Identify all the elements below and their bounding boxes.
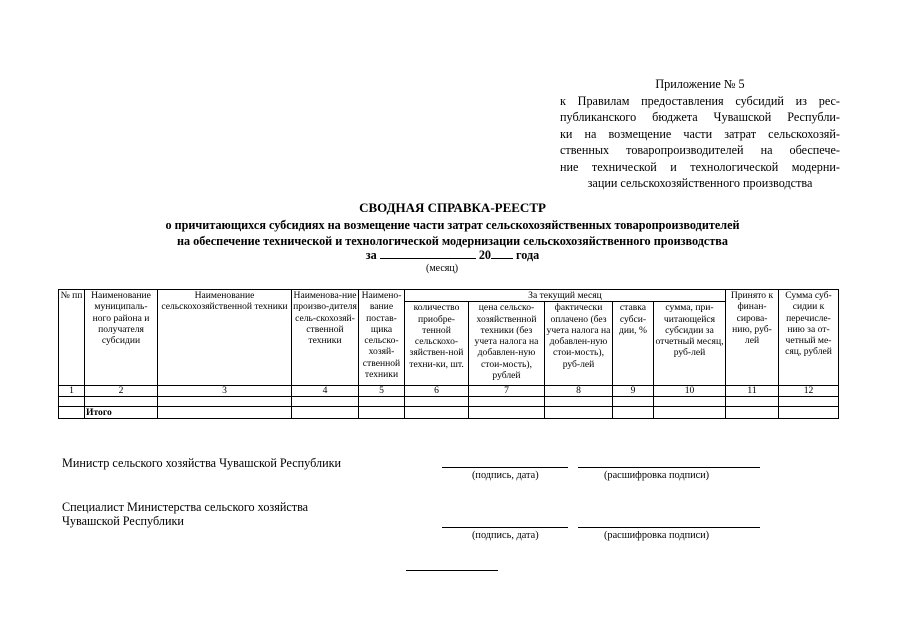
col-header-paid: фактически оплачено (без учета налога на добавлен-ную стои-мость), руб-лей <box>545 302 613 386</box>
table-cell[interactable] <box>292 397 359 407</box>
specialist-label-line2: Чувашской Республики <box>62 514 184 528</box>
table-row <box>59 397 839 407</box>
col-header-supplier: Наимено-вание постав-щика сельско-хозяй-ственной техники <box>359 290 405 386</box>
column-number-row <box>59 386 839 397</box>
col-header-quantity: количество приобре-тенной сельскохо-зяйствен-ной техни-ки, шт. <box>405 302 469 386</box>
appendix-line: публиканского бюджета Чувашской Республи- <box>560 110 840 124</box>
column-number: 1 <box>59 386 85 397</box>
document-title: СВОДНАЯ СПРАВКА-РЕЕСТР <box>359 200 546 215</box>
col-header-equipment: Наименование сельскохозяйственной техники <box>158 290 292 386</box>
column-number: 8 <box>545 386 613 397</box>
column-number: 7 <box>469 386 545 397</box>
register-table <box>58 289 839 419</box>
appendix-line: зации сельскохозяйственного производства <box>587 176 813 190</box>
appendix-line: к Правилам предоставления субсидий из рес- <box>560 93 840 108</box>
table-cell[interactable] <box>405 397 469 407</box>
appendix-line: ки на возмещение части затрат сельскохозяй- <box>560 126 840 141</box>
decode-caption: (расшифровка подписи) <box>604 470 710 481</box>
column-number: 2 <box>85 386 158 397</box>
appendix-block <box>560 76 840 192</box>
col-header-rate: ставка субси-дии, % <box>613 302 654 386</box>
table-cell[interactable] <box>726 407 779 419</box>
header-row <box>59 290 839 302</box>
sign-date-caption: (подпись, дата) <box>472 470 539 481</box>
period-suffix: года <box>516 248 540 262</box>
col-header-accepted: Принято к финан-сирова-нию, руб-лей <box>726 290 779 386</box>
month-hint: (месяц) <box>426 263 459 274</box>
minister-label: Министр сельского хозяйства Чувашской Республики <box>62 456 342 470</box>
document-subtitle-line1: о причитающихся субсидиях на возмещение части затрат сельскохозяйственных товаропроизводителей <box>165 218 740 232</box>
month-blank[interactable] <box>380 248 476 259</box>
table-cell[interactable] <box>545 407 613 419</box>
col-header-group: За текущий месяц <box>405 290 726 302</box>
year-blank[interactable] <box>491 248 513 259</box>
table-cell[interactable] <box>85 397 158 407</box>
column-number: 9 <box>613 386 654 397</box>
column-number: 10 <box>654 386 726 397</box>
table-cell[interactable] <box>779 397 839 407</box>
col-header-num: № пп <box>59 290 85 386</box>
table-cell[interactable] <box>654 407 726 419</box>
table-cell[interactable] <box>613 407 654 419</box>
table-cell[interactable] <box>405 407 469 419</box>
table-cell[interactable] <box>779 407 839 419</box>
specialist-decode-line[interactable] <box>578 527 760 528</box>
col-header-manufacturer: Наименова-ние произво-дителя сель-скохозяй-ственной техники <box>292 290 359 386</box>
document-subtitle-line2: на обеспечение технической и технологической модернизации сельскохозяйственного производства <box>177 234 728 248</box>
table-cell[interactable] <box>613 397 654 407</box>
col-header-transfer: Сумма суб-сидии к перечисле-нию за от-четный ме-сяц, рублей <box>779 290 839 386</box>
column-number: 11 <box>726 386 779 397</box>
column-number: 4 <box>292 386 359 397</box>
column-number: 3 <box>158 386 292 397</box>
table-cell[interactable] <box>545 397 613 407</box>
table-cell[interactable] <box>59 397 85 407</box>
specialist-label-line1: Специалист Министерства сельского хозяйства <box>62 500 309 514</box>
column-number: 5 <box>359 386 405 397</box>
table-cell[interactable] <box>359 407 405 419</box>
table-cell <box>59 407 85 419</box>
period-year: 20 <box>478 248 491 262</box>
footer-divider <box>406 570 498 571</box>
table-cell[interactable] <box>726 397 779 407</box>
appendix-title: Приложение № 5 <box>655 77 745 91</box>
table-cell[interactable] <box>292 407 359 419</box>
table-cell[interactable] <box>359 397 405 407</box>
specialist-signature-line[interactable] <box>442 527 568 528</box>
column-number: 6 <box>405 386 469 397</box>
decode-caption: (расшифровка подписи) <box>604 530 710 541</box>
col-header-district: Наименование муниципаль-ного района и получателя субсидии <box>85 290 158 386</box>
total-label: Итого <box>85 407 158 419</box>
col-header-due: сумма, при-читающейся субсидии за отчетный месяц, руб-лей <box>654 302 726 386</box>
sign-date-caption: (подпись, дата) <box>472 530 539 541</box>
appendix-line: ственных товаропроизводителей на обеспече- <box>560 143 840 157</box>
table-cell[interactable] <box>469 407 545 419</box>
minister-decode-line[interactable] <box>578 467 760 468</box>
table-cell[interactable] <box>469 397 545 407</box>
appendix-line: ние технической и технологической модерни- <box>560 159 840 174</box>
col-header-price: цена сельско-хозяйственной техники (без учета налога на добавлен-ную стои-мость), рублей <box>469 302 545 386</box>
table-cell[interactable] <box>654 397 726 407</box>
minister-signature-line[interactable] <box>442 467 568 468</box>
total-row <box>59 407 839 419</box>
period-prefix: за <box>365 248 377 262</box>
period-line <box>0 248 905 263</box>
table-cell[interactable] <box>158 397 292 407</box>
table-cell[interactable] <box>158 407 292 419</box>
column-number: 12 <box>779 386 839 397</box>
